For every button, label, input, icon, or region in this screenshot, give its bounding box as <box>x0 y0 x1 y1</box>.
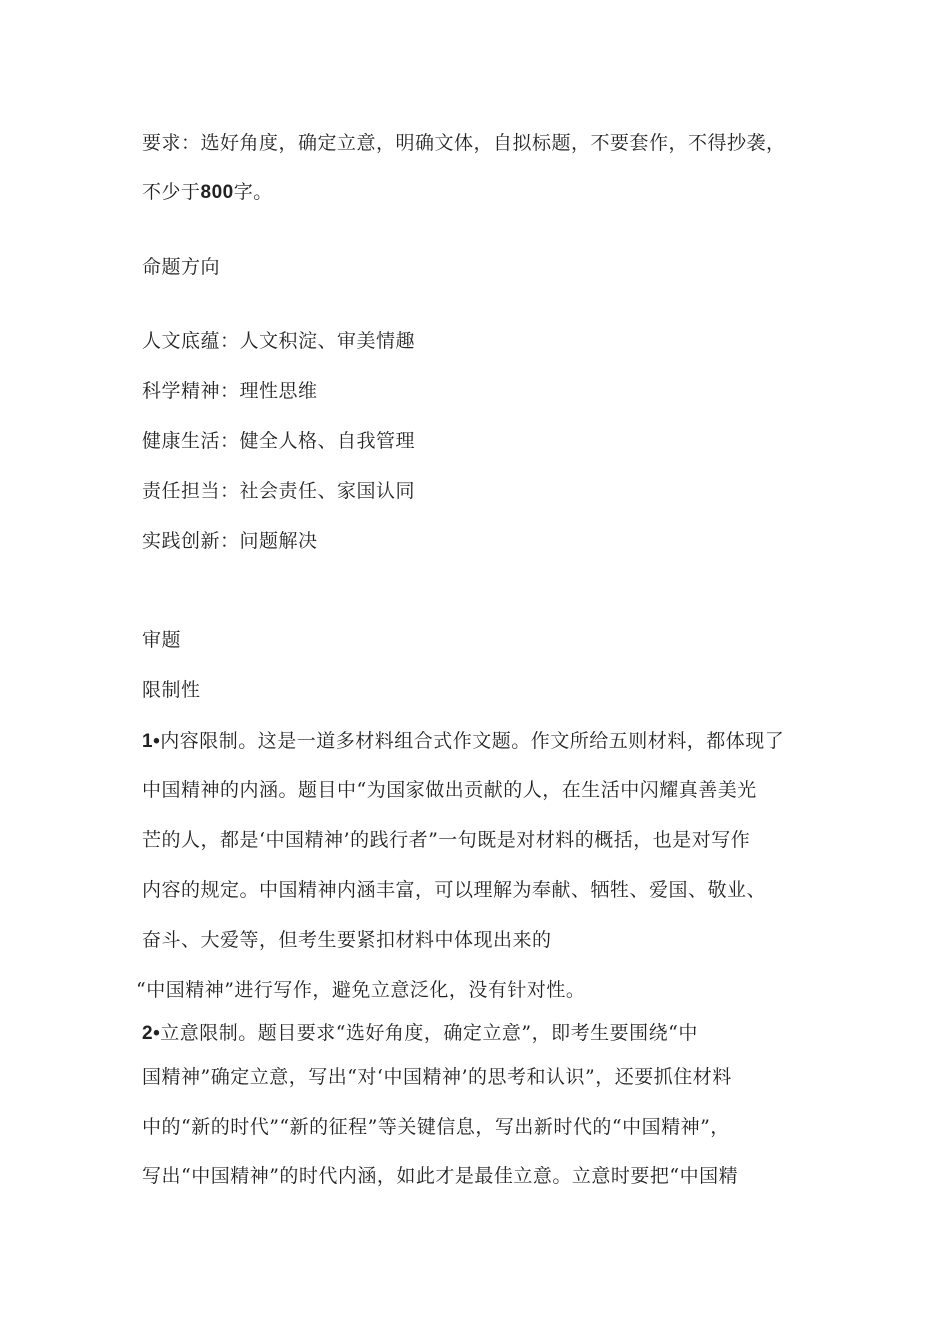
point-1-line: 内容的规定。中国精神内涵丰富，可以理解为奉献、牺牲、爱国、敬业、 <box>142 879 767 901</box>
point-1-line: 1•内容限制。这是一道多材料组合式作文题。作文所给五则材料，都体现了 <box>142 730 785 752</box>
proposition-item: 健康生活：健全人格、自我管理 <box>142 430 416 452</box>
proposition-item: 人文底蕴：人文积淀、审美情趣 <box>142 330 416 352</box>
proposition-item: 科学精神：理性思维 <box>142 380 318 402</box>
analysis-heading: 审题 <box>142 629 182 651</box>
proposition-item: 实践创新：问题解决 <box>142 530 318 552</box>
proposition-heading: 命题方向 <box>142 256 221 278</box>
requirement-line-2 <box>142 180 273 205</box>
point-2-line: 中的“新的时代”“新的征程”等关键信息，写出新时代的“中国精神”， <box>142 1116 730 1138</box>
word-count: 800 <box>200 182 234 203</box>
analysis-subheading: 限制性 <box>142 679 201 701</box>
point-1-line: 芒的人，都是‘中国精神’的践行者”一句既是对材料的概括，也是对写作 <box>142 829 751 851</box>
point-1-line: 中国精神的内涵。题目中“为国家做出贡献的人，在生活中闪耀真善美光 <box>142 779 757 801</box>
point-1-line: “中国精神”进行写作，避免立意泛化，没有针对性。 <box>136 979 586 1001</box>
point-2-line: 国精神”确定立意，写出“对‘中国精神’的思考和认识”，还要抓住材料 <box>142 1066 732 1088</box>
point-1-line: 奋斗、大爱等，但考生要紧扣材料中体现出来的 <box>142 929 552 951</box>
requirement-suffix: 字。 <box>233 181 273 203</box>
proposition-item: 责任担当：社会责任、家国认同 <box>142 480 416 502</box>
requirement-prefix: 不少于 <box>142 181 201 203</box>
point-2-marker: 2• <box>142 1023 161 1044</box>
point-1-marker: 1• <box>142 731 161 752</box>
requirement-line-1: 要求：选好角度，确定立意，明确文体，自拟标题，不要套作，不得抄袭， <box>142 132 786 154</box>
point-2-line: 2•立意限制。题目要求“选好角度，确定立意”，即考生要围绕“中 <box>142 1022 698 1044</box>
point-2-line: 写出“中国精神”的时代内涵，如此才是最佳立意。立意时要把“中国精 <box>142 1165 739 1187</box>
